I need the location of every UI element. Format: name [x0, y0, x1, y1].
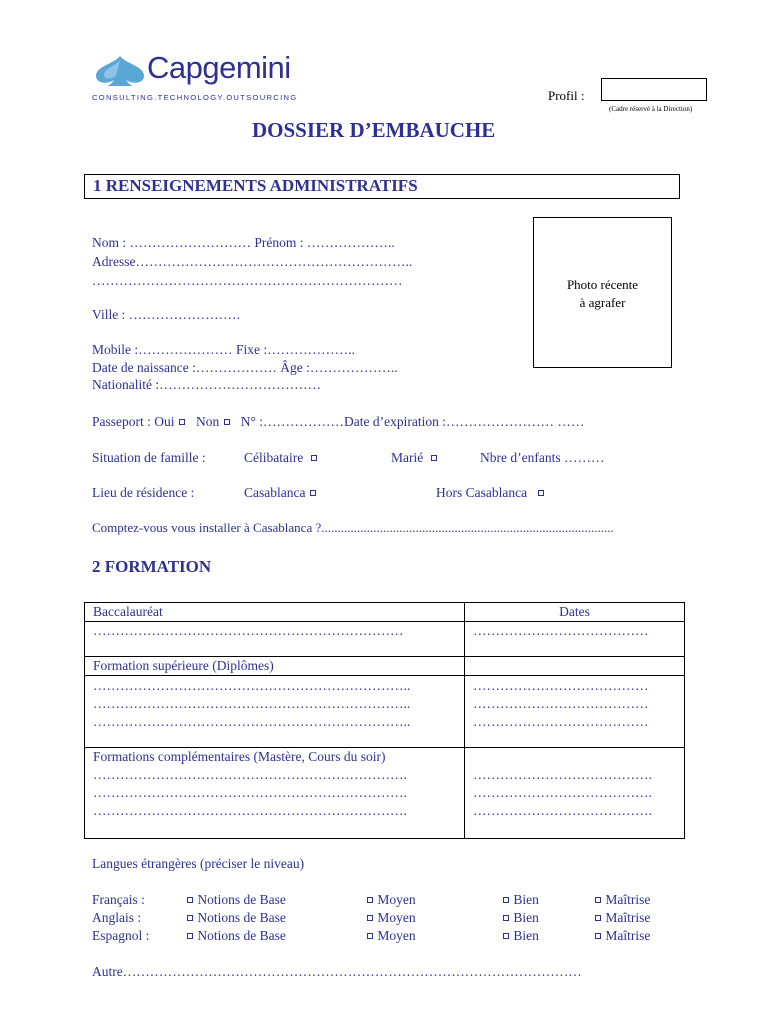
- table-row: [85, 603, 685, 622]
- comp-date-line[interactable]: ………………………………….: [473, 785, 652, 800]
- passeport-non-label: Non: [196, 414, 220, 429]
- spade-logo-icon: [92, 54, 148, 88]
- hors-casablanca-label: Hors Casablanca: [436, 485, 528, 500]
- comp-label: Formations complémentaires (Mastère, Cours du soir): [93, 749, 386, 764]
- profil-field[interactable]: [601, 78, 707, 101]
- table-row: [85, 748, 685, 839]
- sup-line[interactable]: ……………………………………………………………..: [93, 714, 411, 729]
- sup-date-line[interactable]: …………………………………: [473, 696, 649, 711]
- comp-date-line[interactable]: ………………………………….: [473, 767, 652, 782]
- photo-box: [533, 217, 672, 368]
- marie-option: [391, 450, 438, 466]
- nom-prenom-line[interactable]: Nom : ……………………… Prénom : ………………..: [92, 235, 395, 250]
- sup-date-field[interactable]: [465, 676, 685, 748]
- langues-label: Langues étrangères (préciser le niveau): [92, 856, 305, 871]
- dates-header: Dates: [465, 603, 685, 622]
- section1-heading-box: [84, 174, 680, 199]
- passeport-details[interactable]: N° :………………Date d’expiration :…………………… ……: [240, 414, 585, 429]
- sup-date-line[interactable]: …………………………………: [473, 678, 649, 693]
- bien-label: Bien: [513, 892, 539, 907]
- celibataire-label: Célibataire: [244, 450, 304, 465]
- moyen-checkbox[interactable]: [367, 933, 373, 939]
- moyen-label: Moyen: [377, 892, 416, 907]
- maitrise-label: Maîtrise: [605, 910, 651, 925]
- maitrise-checkbox[interactable]: [595, 915, 601, 921]
- casablanca-option: [244, 485, 317, 501]
- sup-label: Formation supérieure (Diplômes): [85, 657, 465, 676]
- passeport-oui-checkbox[interactable]: [179, 419, 185, 425]
- casablanca-checkbox[interactable]: [310, 490, 316, 496]
- situation-label: Situation de famille :: [92, 450, 206, 465]
- section2-heading: 2 FORMATION: [92, 557, 212, 576]
- bien-label: Bien: [513, 928, 539, 943]
- maitrise-label: Maîtrise: [605, 892, 651, 907]
- enfants-field[interactable]: Nbre d’enfants ………: [480, 450, 605, 465]
- moyen-checkbox[interactable]: [367, 915, 373, 921]
- maitrise-checkbox[interactable]: [595, 897, 601, 903]
- bac-label: Baccalauréat: [85, 603, 465, 622]
- bien-checkbox[interactable]: [503, 897, 509, 903]
- notions-checkbox[interactable]: [187, 933, 193, 939]
- comp-date-line[interactable]: ………………………………….: [473, 803, 652, 818]
- photo-line1: Photo récente: [566, 277, 639, 292]
- profil-note: (Cadre réservé à la Direction): [609, 105, 693, 113]
- bien-checkbox[interactable]: [503, 915, 509, 921]
- table-row: [85, 676, 685, 748]
- maitrise-checkbox[interactable]: [595, 933, 601, 939]
- bien-checkbox[interactable]: [503, 933, 509, 939]
- installer-line[interactable]: Comptez-vous vous installer à Casablanca ?..........................................................................................: [92, 520, 614, 535]
- page-title: DOSSIER D’EMBAUCHE: [252, 118, 496, 142]
- formation-table: [84, 602, 685, 839]
- notions-checkbox[interactable]: [187, 915, 193, 921]
- logo-name: Capgemini: [147, 50, 291, 85]
- hors-casablanca-option: [436, 485, 545, 501]
- moyen-label: Moyen: [377, 910, 416, 925]
- celibataire-checkbox[interactable]: [311, 455, 317, 461]
- notions-label: Notions de Base: [197, 910, 286, 925]
- comp-line[interactable]: …………………………………………………………….: [93, 785, 407, 800]
- celibataire-option: [244, 450, 318, 466]
- profil-label: Profil :: [548, 88, 585, 103]
- passeport-label: Passeport : Oui: [92, 414, 175, 429]
- notions-label: Notions de Base: [197, 928, 286, 943]
- comp-line[interactable]: …………………………………………………………….: [93, 767, 407, 782]
- photo-line2: à agrafer: [579, 295, 626, 310]
- lieu-label: Lieu de résidence :: [92, 485, 195, 500]
- table-row: [85, 657, 685, 676]
- notions-label: Notions de Base: [197, 892, 286, 907]
- sup-field[interactable]: [85, 676, 465, 748]
- bac-date-field[interactable]: …………………………………: [465, 622, 685, 657]
- table-row: [85, 622, 685, 657]
- section1-heading: 1 RENSEIGNEMENTS ADMINISTRATIFS: [93, 176, 418, 195]
- nationalite-line[interactable]: Nationalité :………………………………: [92, 377, 322, 392]
- autre-line[interactable]: Autre…………………………………………………………………………………………: [92, 964, 582, 979]
- comp-date-field[interactable]: [465, 748, 685, 839]
- naissance-age-line[interactable]: Date de naissance :……………… Âge :………………..: [92, 360, 398, 375]
- bien-label: Bien: [513, 910, 539, 925]
- passeport-non-checkbox[interactable]: [224, 419, 230, 425]
- maitrise-label: Maîtrise: [605, 928, 651, 943]
- sup-line[interactable]: ……………………………………………………………..: [93, 678, 411, 693]
- sup-dates-header: [465, 657, 685, 676]
- marie-checkbox[interactable]: [431, 455, 437, 461]
- langue-name: Anglais :: [92, 910, 142, 925]
- casablanca-label: Casablanca: [244, 485, 306, 500]
- adresse-line[interactable]: Adresse……………………………………………………..: [92, 254, 413, 269]
- sup-date-line[interactable]: …………………………………: [473, 714, 649, 729]
- marie-label: Marié: [391, 450, 424, 465]
- moyen-checkbox[interactable]: [367, 897, 373, 903]
- mobile-fixe-line[interactable]: Mobile :………………… Fixe :………………..: [92, 342, 355, 357]
- comp-field[interactable]: [85, 748, 465, 839]
- moyen-label: Moyen: [377, 928, 416, 943]
- hors-casablanca-checkbox[interactable]: [538, 490, 544, 496]
- logo-tagline: CONSULTING.TECHNOLOGY.OUTSOURCING: [92, 93, 298, 102]
- passeport-row: [92, 414, 584, 430]
- notions-checkbox[interactable]: [187, 897, 193, 903]
- comp-line[interactable]: …………………………………………………………….: [93, 803, 407, 818]
- langue-name: Espagnol :: [92, 928, 150, 943]
- ville-line[interactable]: Ville : …………………….: [92, 307, 241, 322]
- adresse-line-2[interactable]: ……………………………………………………………: [92, 273, 403, 288]
- langue-name: Français :: [92, 892, 145, 907]
- bac-field[interactable]: ……………………………………………………………: [85, 622, 465, 657]
- sup-line[interactable]: ……………………………………………………………..: [93, 696, 411, 711]
